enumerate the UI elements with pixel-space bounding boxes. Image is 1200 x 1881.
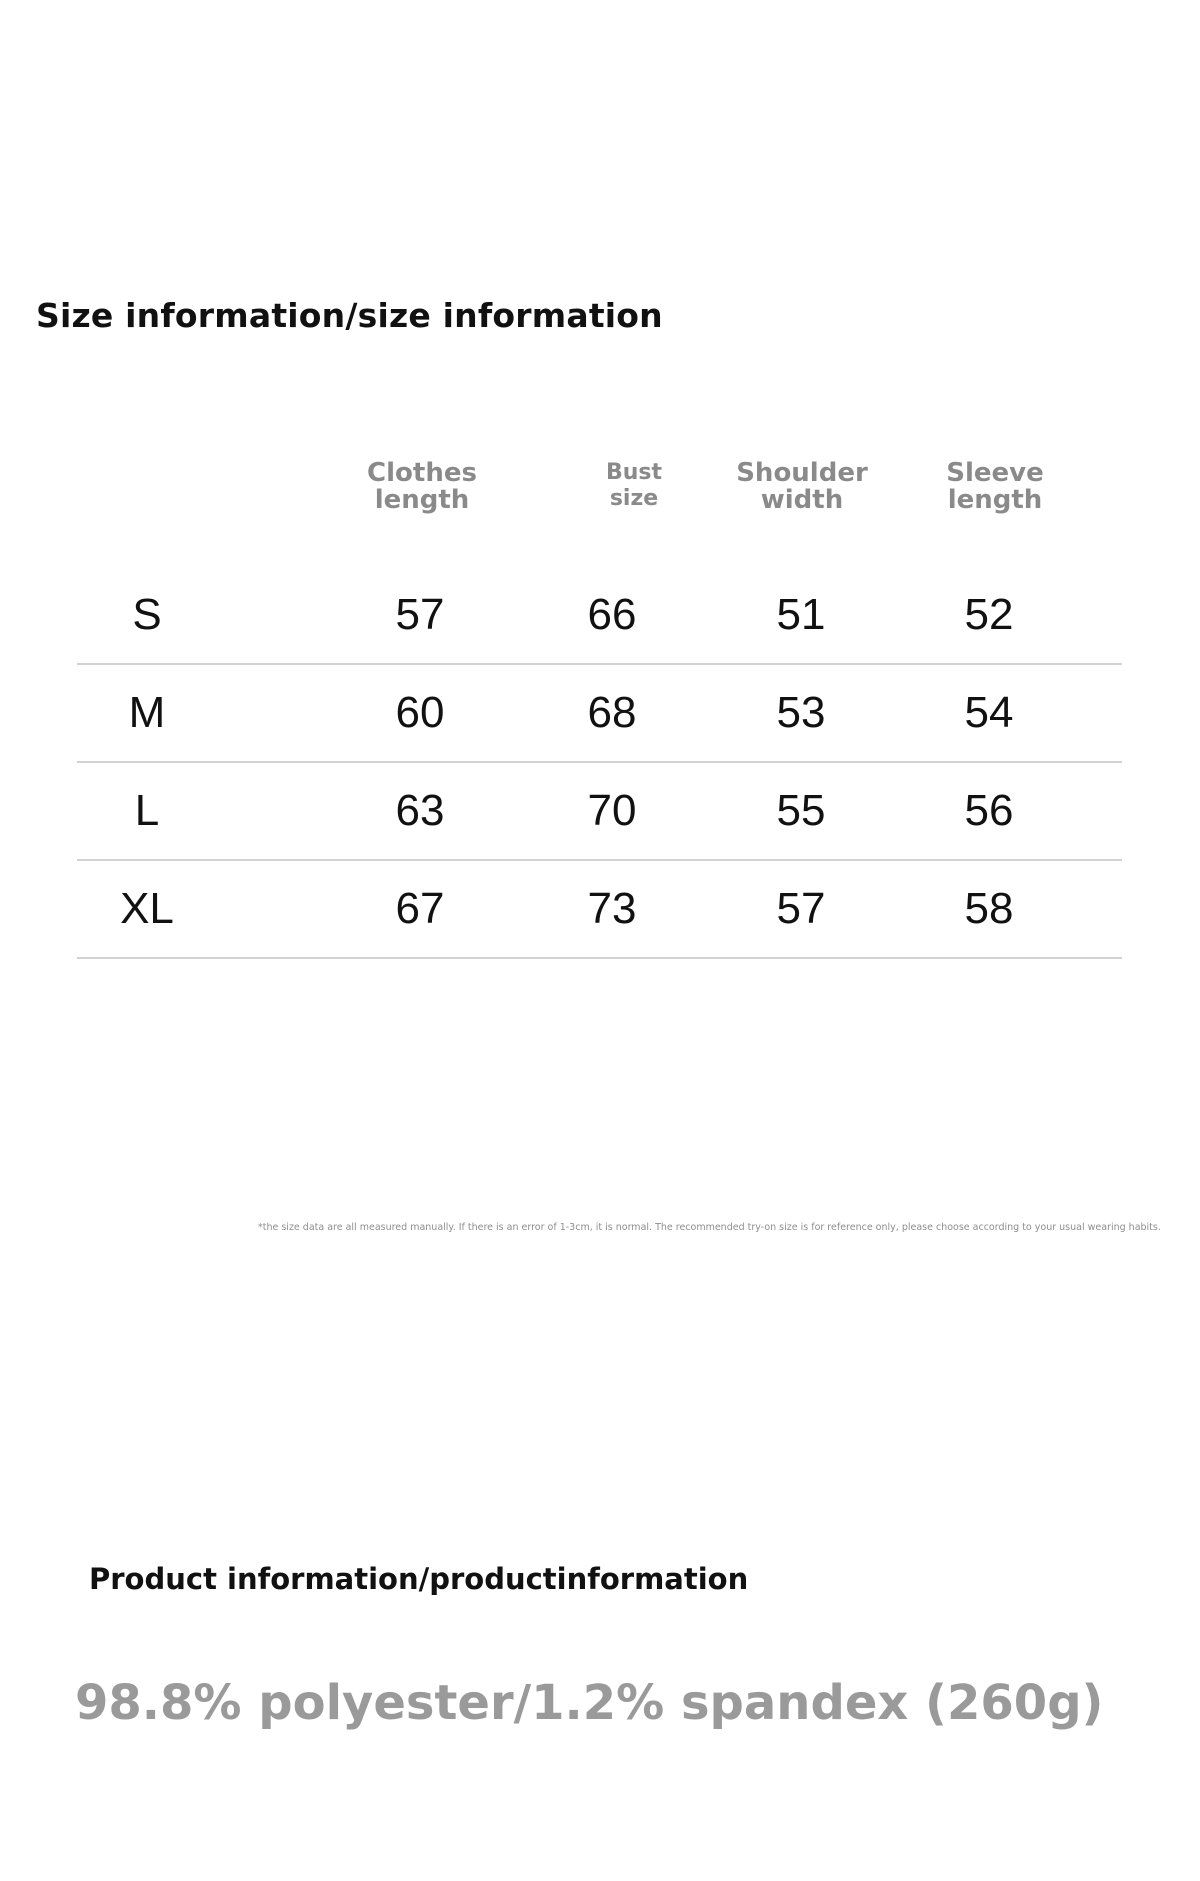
size-table bbox=[77, 567, 1122, 959]
column-header-shoulder-width bbox=[702, 460, 902, 514]
shoulder-width-value: 57 bbox=[776, 884, 826, 933]
shoulder-width-value: 53 bbox=[776, 688, 826, 737]
bust-size-value: 70 bbox=[587, 786, 637, 835]
shoulder-width-value: 55 bbox=[776, 786, 826, 835]
bust-size-value: 66 bbox=[587, 590, 637, 639]
column-header-line: size bbox=[609, 486, 659, 511]
column-header-sleeve-length bbox=[895, 460, 1095, 514]
clothes-length-value: 63 bbox=[395, 786, 445, 835]
sleeve-length-value: 54 bbox=[964, 688, 1014, 737]
table-row-s bbox=[77, 567, 1122, 665]
column-header-line: length bbox=[947, 485, 1043, 515]
product-info-title: Product information/productinformation bbox=[89, 1562, 749, 1596]
size-label: M bbox=[128, 688, 166, 737]
clothes-length-value: 67 bbox=[395, 884, 445, 933]
column-header-line: Sleeve bbox=[946, 458, 1044, 488]
column-header-line: Clothes bbox=[367, 458, 477, 488]
clothes-length-value: 57 bbox=[395, 590, 445, 639]
material-composition: 98.8% polyester/1.2% spandex (260g) bbox=[75, 1675, 1104, 1731]
size-label: XL bbox=[120, 884, 174, 933]
sleeve-length-value: 56 bbox=[964, 786, 1014, 835]
column-header-clothes-length bbox=[322, 460, 522, 514]
size-info-title: Size information/size information bbox=[36, 296, 663, 335]
size-footnote: *the size data are all measured manually. If there is an error of 1-3cm, it is normal. The recommended try-on size is for reference only, please choose according to your usual wearing habits. bbox=[258, 1222, 1161, 1233]
column-header-line: length bbox=[374, 485, 470, 515]
bust-size-value: 73 bbox=[587, 884, 637, 933]
shoulder-width-value: 51 bbox=[776, 590, 826, 639]
table-row-l bbox=[77, 763, 1122, 861]
clothes-length-value: 60 bbox=[395, 688, 445, 737]
bust-size-value: 68 bbox=[587, 688, 637, 737]
size-label: L bbox=[134, 786, 160, 835]
table-row-xl bbox=[77, 861, 1122, 959]
column-header-line: Shoulder bbox=[736, 458, 868, 488]
sleeve-length-value: 52 bbox=[964, 590, 1014, 639]
column-header-line: width bbox=[760, 485, 844, 515]
column-header-line: Bust bbox=[605, 460, 663, 485]
size-label: S bbox=[132, 590, 162, 639]
sleeve-length-value: 58 bbox=[964, 884, 1014, 933]
table-row-m bbox=[77, 665, 1122, 763]
